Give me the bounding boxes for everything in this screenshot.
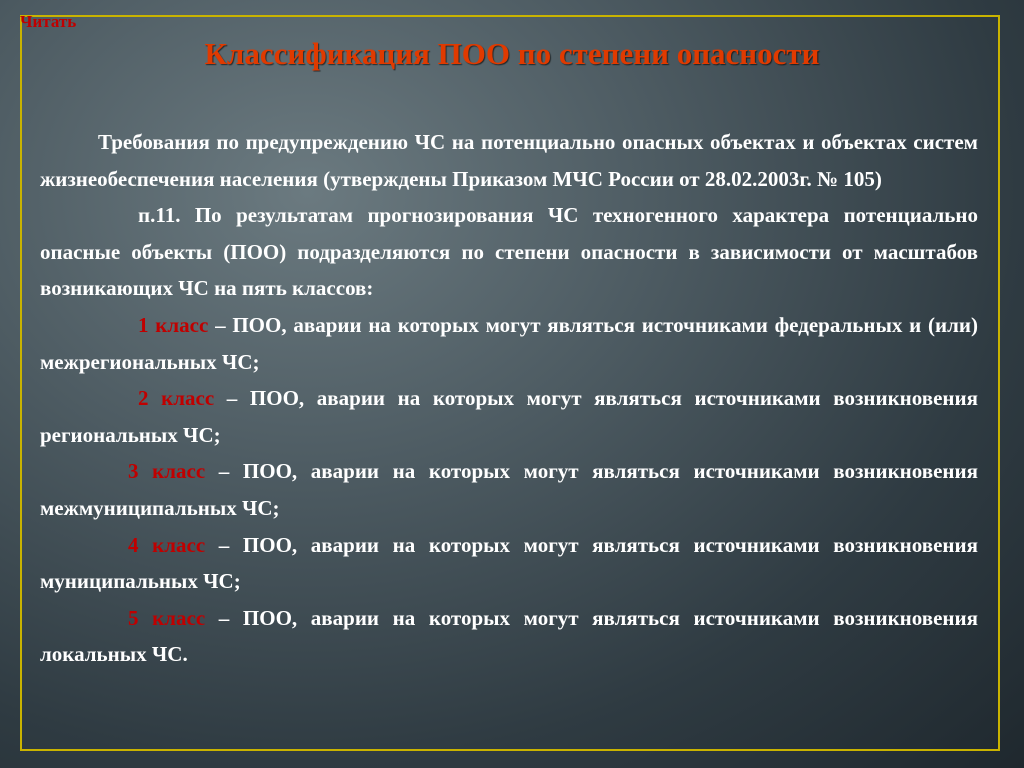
clause-paragraph: п.11. По результатам прогнозирования ЧС техногенного характера потенциально опасные объекты (ПОО) подразделяются по степени опасности в зависимости от масштабов возникающих ЧС на пять классов: (40, 203, 978, 301)
class-text: – ПОО, аварии на которых могут являться источниками возникновения муниципальных ЧС; (40, 532, 978, 594)
class-item (40, 307, 978, 380)
class-label: 1 класс (138, 312, 209, 337)
class-label: 3 класс (128, 459, 206, 484)
class-item (40, 527, 978, 600)
class-label: 5 класс (128, 605, 206, 630)
slide-body (40, 124, 978, 673)
slide-title: Классификация ПОО по степени опасности (204, 36, 820, 71)
class-text: – ПОО, аварии на которых могут являться источниками возникновения региональных ЧС; (40, 386, 978, 447)
class-text: – ПОО, аварии на которых могут являться источниками возникновения межмуниципальных ЧС; (40, 459, 978, 520)
class-item (40, 600, 978, 673)
class-item (40, 453, 978, 526)
read-link[interactable]: Читать (20, 12, 77, 31)
class-label: 2 класс (138, 386, 215, 411)
class-label: 4 класс (128, 532, 206, 557)
class-item (40, 380, 978, 453)
intro-paragraph: Требования по предупреждению ЧС на потенциально опасных объектах и объектах систем жизнеобеспечения населения (утверждены Приказом МЧС России от 28.02.2003г. № 105) (40, 130, 978, 191)
class-text: – ПОО, аварии на которых могут являться источниками федеральных и (или) межрегиональных ЧС; (40, 312, 978, 374)
class-text: – ПОО, аварии на которых могут являться источниками возникновения локальных ЧС. (40, 605, 978, 667)
